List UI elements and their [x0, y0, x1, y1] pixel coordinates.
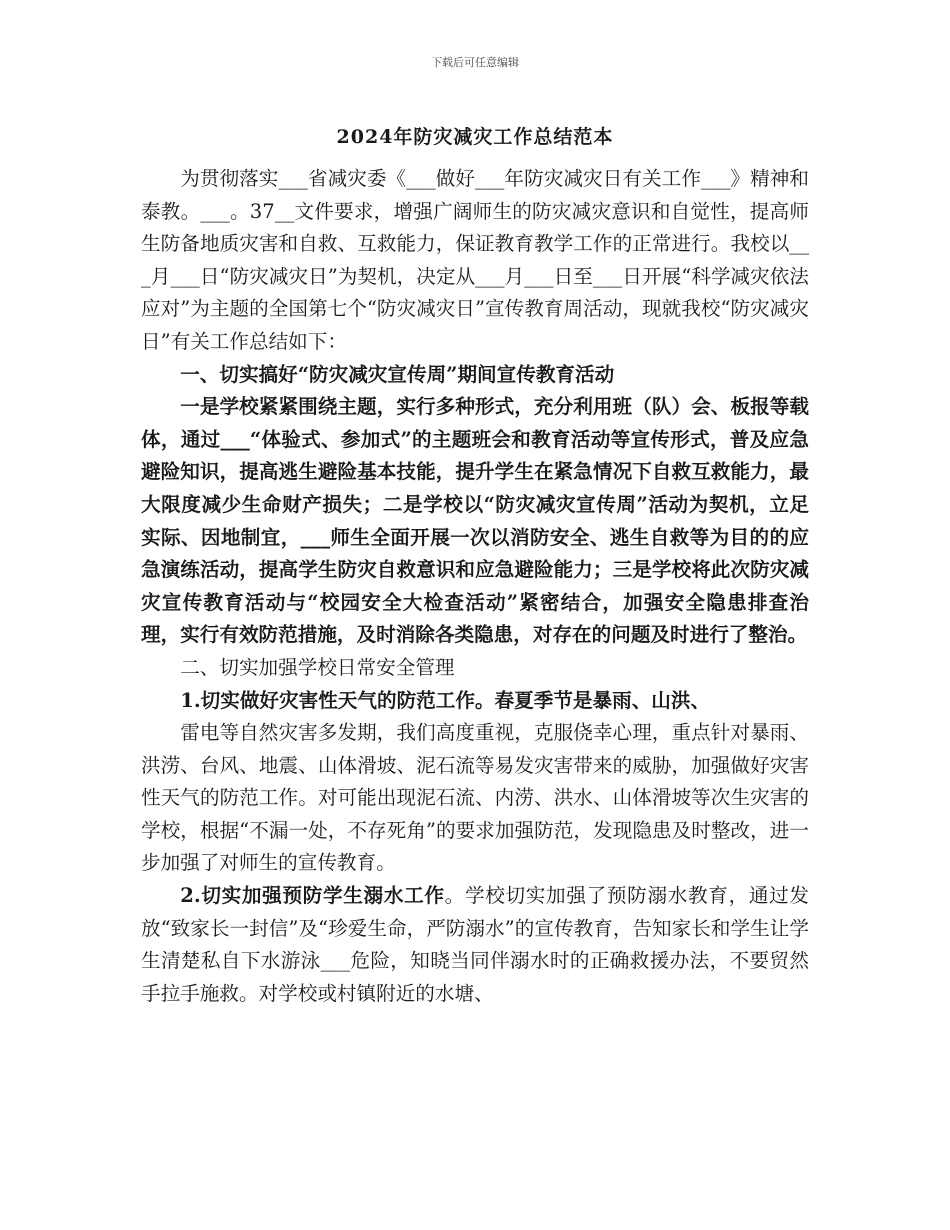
section-1-paragraph: 一是学校紧紧围绕主题，实行多种形式，充分利用班（队）会、板报等载体，通过___“体验式、参加式”的主题班会和教育活动等宣传形式，普及应急避险知识，提高逃生避险基本技能，提升学生在紧急情况下自救互救能力，最大限度减少生命财产损失；二是学校以“防灾减灾宣传周”活动为契机，立足实际、因地制宜，___师生全面开展一次以消防安全、逃生自救等为目的的应急演练活动，提高学生防灾自救意识和应急避险能力；三是学校将此次防灾减灾宣传教育活动与“校园安全大检查活动”紧密结合，加强安全隐患排查治理，实行有效防范措施，及时消除各类隐患，对存在的问题及时进行了整治。	[141, 395, 809, 647]
item-1-paragraph: 雷电等自然灾害多发期，我们高度重视，克服侥幸心理，重点针对暴雨、洪涝、台风、地震、山体滑坡、泥石流等易发灾害带来的威胁，加强做好灾害性天气的防范工作。对可能出现泥石流、内涝、洪水、山体滑坡等次生灾害的学校，根据“不漏一处，不存死角”的要求加强防范，发现隐患及时整改，进一步加强了对师生的宣传教育。	[141, 721, 809, 875]
item-1-heading: 1.切实做好灾害性天气的防范工作。春夏季节是暴雨、山洪、	[180, 688, 711, 712]
document-title: 2024年防灾减灾工作总结范本	[336, 126, 614, 148]
item-2-text: 。学校切实加强了预防溺水教育，通过发放“致家长一封信”及“珍爱生命，严防溺水”的宣传教育，告知家长和学生让学生清楚私自下水游泳___危险，知晓当同伴溺水时的正确救援办法，不要贸然手拉手施救。对学校或村镇附近的水塘、	[141, 884, 809, 1005]
section-heading-2: 二、切实加强学校日常安全管理	[180, 655, 455, 679]
document-body	[141, 163, 809, 1010]
item-2-lead: 2.切实加强预防学生溺水工作	[180, 884, 445, 908]
intro-paragraph: 为贯彻落实___省减灾委《___做好___年防灾减灾日有关工作___》精神和泰教。___。37__文件要求，增强广阔师生的防灾减灾意识和自觉性，提高师生防备地质灾害和自救、互救能力，保证教育教学工作的正常进行。我校以___月___日“防灾减灾日”为契机，决定从___月___日至___日开展“科学减灾依法应对”为主题的全国第七个“防灾减灾日”宣传教育周活动，现就我校“防灾减灾日”有关工作总结如下：	[141, 167, 809, 353]
section-heading-1: 一、切实搞好“防灾减灾宣传周”期间宣传教育活动	[180, 362, 615, 386]
item-2-paragraph	[141, 880, 809, 1010]
header-note: 下载后可任意编辑	[431, 56, 519, 69]
